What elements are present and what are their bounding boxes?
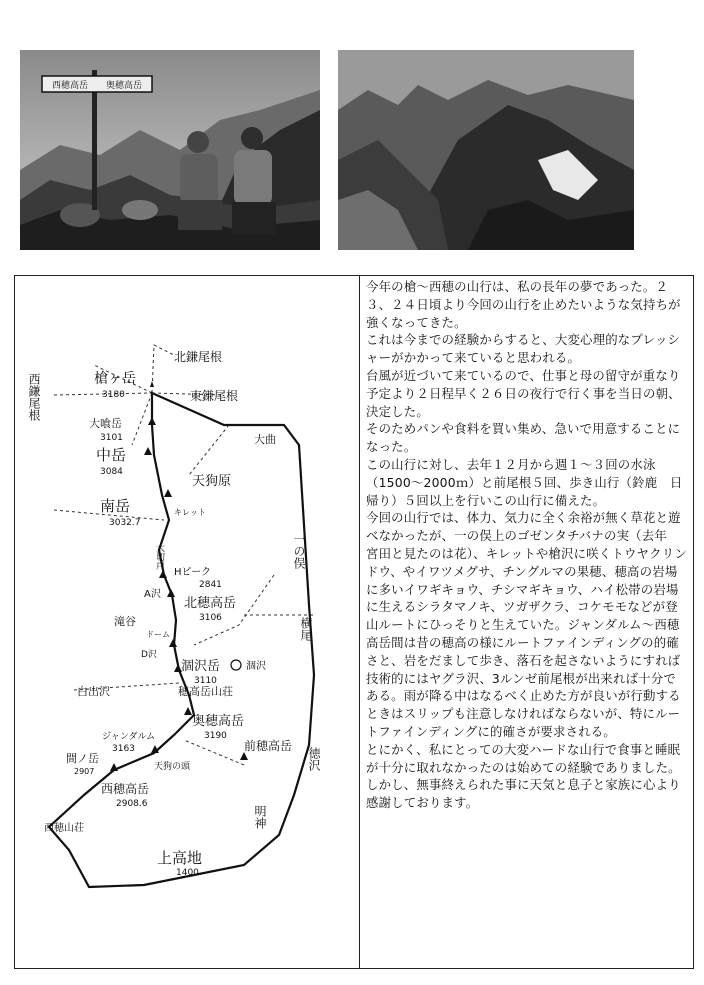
label-daikiretto: 大切戸 [154, 543, 164, 570]
paragraph-4: そのためパンや食料を買い集め、急いで用意することになった。 [366, 421, 681, 455]
label-dome: ドーム [146, 630, 170, 639]
label-obamidake-alt: 3101 [100, 433, 123, 443]
paragraph-2: これは今までの経験からすると、大変心理的なプレッシャーがかかって来ていると思われる。 [366, 332, 681, 366]
label-ainodake: 間ノ岳 [66, 752, 99, 765]
label-d-sawa: D沢 [141, 650, 157, 660]
label-ichinomata: 一の俣 [292, 533, 306, 569]
article-body [366, 278, 688, 812]
paragraph-6: 今回の山行では、体力、気力に全く余裕が無く草花と遊べなかったが、一の俣上のゴゼンタチバナの実（去年 宮田と見たのは花）、キレットや槍沢に咲くトウヤクリンドウ、やイワツメグサ、チングルマの果穂、穂高の岩場に多いイワギキョウ、チシマギキョウ、ハイ松帯の岩場に生えるシラタマノキ、ツガザクラ、コケモモなどが登山ルートにひっそりと生えていた。ジャンダルム～西穂高岳間は昔の穂高の様にルートファインディングの的確さと、岩をだまして歩き、落石を起さないようにすれば技術的にはヤグラ沢、3ルンゼ前尾根が出来れば十分である。雨が降る中はなるべく止めた方が良いが行動するときはスリップも注意しなければならないが、特にルートファインディングに的確さが要求される。 [366, 510, 687, 739]
label-shiradesawa: 白出沢 [77, 685, 110, 698]
label-karasawa: 涸沢 [246, 661, 266, 672]
label-takezawa: 徳沢 [307, 747, 321, 771]
label-nakadake-alt: 3084 [100, 467, 123, 477]
label-tengunokoshi: 天狗の頭 [154, 762, 191, 772]
label-yarigatake: 槍ヶ岳 [94, 371, 136, 387]
label-kita-kamaone: 北鎌尾根 [174, 350, 223, 364]
label-kamikochi: 上高地 [157, 849, 203, 867]
label-nishiho-sanso: 西穂山荘 [44, 823, 84, 834]
label-okuhotaka: 奥穂高岳 [192, 714, 245, 729]
label-mae-hotaka: 前穂高岳 [244, 739, 293, 753]
label-h-peak-alt: 2841 [199, 580, 222, 590]
label-yarigatake-alt: 3180 [102, 390, 125, 400]
paragraph-1: 今年の槍～西穂の山行は、私の長年の夢であった。２３、２４日頃より今回の山行を止めたいような気持ちが強くなってきた。 [366, 279, 681, 330]
label-ainodake-alt: 2907 [74, 767, 95, 776]
label-nishihotaka: 西穂高岳 [101, 782, 150, 796]
label-myojin: 明神 [253, 805, 267, 829]
sign-left-text: 西穂高岳 [52, 81, 89, 91]
label-h-peak: Hピーク [174, 567, 212, 578]
paragraph-7: とにかく、私にとっての大変ハードな山行で食事と睡眠が十分に取れなかったのは始めての経験でありました。しかし、無事終えられた事に天気と息子と家族に心より感謝しております。 [366, 741, 681, 811]
label-okuhotaka-alt: 3190 [204, 731, 227, 741]
label-ooma: 大曲 [254, 433, 276, 446]
label-yokoo: 横尾 [299, 617, 313, 641]
label-obamidake: 大喰岳 [89, 417, 122, 430]
label-minamidake: 南岳 [100, 497, 131, 515]
column-divider [359, 275, 360, 969]
ridge-photo [338, 50, 634, 250]
label-nishi-kamaone: 西鎌尾根 [27, 373, 41, 421]
label-kiretto: キレット [174, 508, 206, 517]
label-minamidake-alt: 3032.7 [109, 518, 141, 528]
label-nishihotaka-alt: 2908.6 [116, 799, 148, 809]
label-kitahotaka-alt: 3106 [199, 613, 222, 623]
label-gendarme: ジャンダルム [102, 732, 156, 742]
label-tenguppara: 天狗原 [192, 474, 232, 489]
label-gendarme-alt: 3163 [112, 744, 135, 754]
label-kitahotaka: 北穂高岳 [184, 596, 237, 611]
summit-photo [20, 50, 320, 250]
label-karasawadake-alt: 3110 [194, 676, 217, 686]
label-karasawadake: 涸沢岳 [181, 659, 221, 674]
sign-right-text: 奥穂高岳 [106, 81, 143, 91]
paragraph-5: この山行に対し、去年１２月から週１～３回の水泳（1500～2000ｍ）と前尾根５回、歩き山行（鈴鹿 日帰り）５回以上を行いこの山行に備えた。 [366, 456, 683, 508]
label-hotakasanso: 穂高岳山荘 [178, 685, 233, 698]
label-a-sawa: A沢 [144, 589, 161, 600]
label-nakadake: 中岳 [96, 446, 127, 464]
route-map [14, 275, 359, 969]
paragraph-3: 台風が近づいて来ているので、仕事と母の留守が重なり予定より２日程早く２６日の夜行で行く事を当日の朝、決定した。 [366, 367, 681, 419]
label-takisawa: 滝谷 [114, 615, 136, 628]
label-higashi-kamaone: 東鎌尾根 [190, 389, 239, 403]
label-kamikochi-alt: 1400 [176, 868, 199, 878]
